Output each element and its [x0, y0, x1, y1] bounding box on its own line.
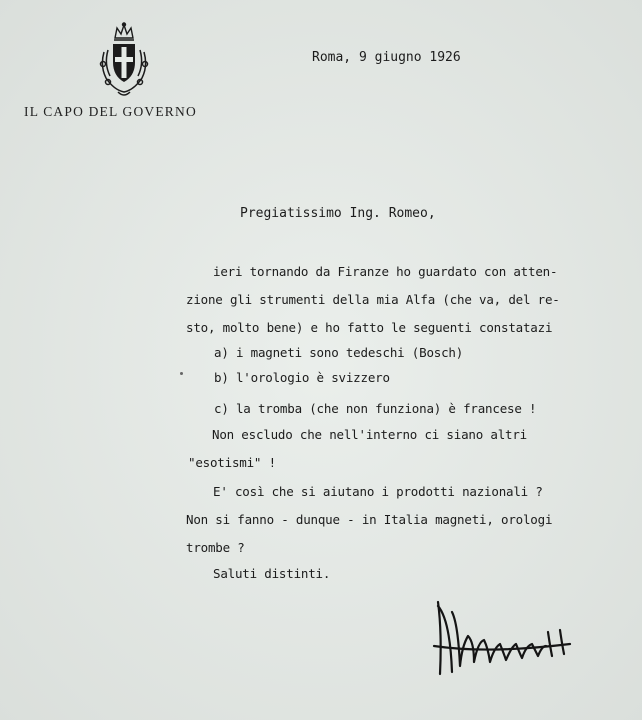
office-title: IL CAPO DEL GOVERNO [24, 104, 197, 119]
body-line: ieri tornando da Firanze ho guardato con atten- [213, 264, 558, 279]
body-line: Non escludo che nell'interno ci siano altri [212, 427, 528, 442]
handwritten-signature-icon [428, 596, 576, 680]
list-item: c) la tromba (che non funziona) è francese ! [214, 401, 537, 416]
body-line: sto, molto bene) e ho fatto le seguenti constatazi [186, 320, 553, 335]
body-line: E' così che si aiutano i prodotti nazionali ? [213, 484, 543, 499]
body-line: "esotismi" ! [188, 455, 276, 470]
date-line: Roma, 9 giugno 1926 [312, 50, 461, 65]
body-line: Non si fanno - dunque - in Italia magneti, orologi [186, 512, 553, 527]
salutation: Pregiatissimo Ing. Romeo, [240, 206, 436, 221]
closing-line: Saluti distinti. [213, 566, 331, 581]
body-line: zione gli strumenti della mia Alfa (che va, del re- [186, 292, 560, 307]
ink-speck [180, 372, 183, 375]
body-line: trombe ? [186, 540, 245, 555]
savoy-crest-icon [96, 22, 152, 98]
list-item: b) l'orologio è svizzero [214, 370, 390, 385]
list-item: a) i magneti sono tedeschi (Bosch) [214, 345, 464, 360]
